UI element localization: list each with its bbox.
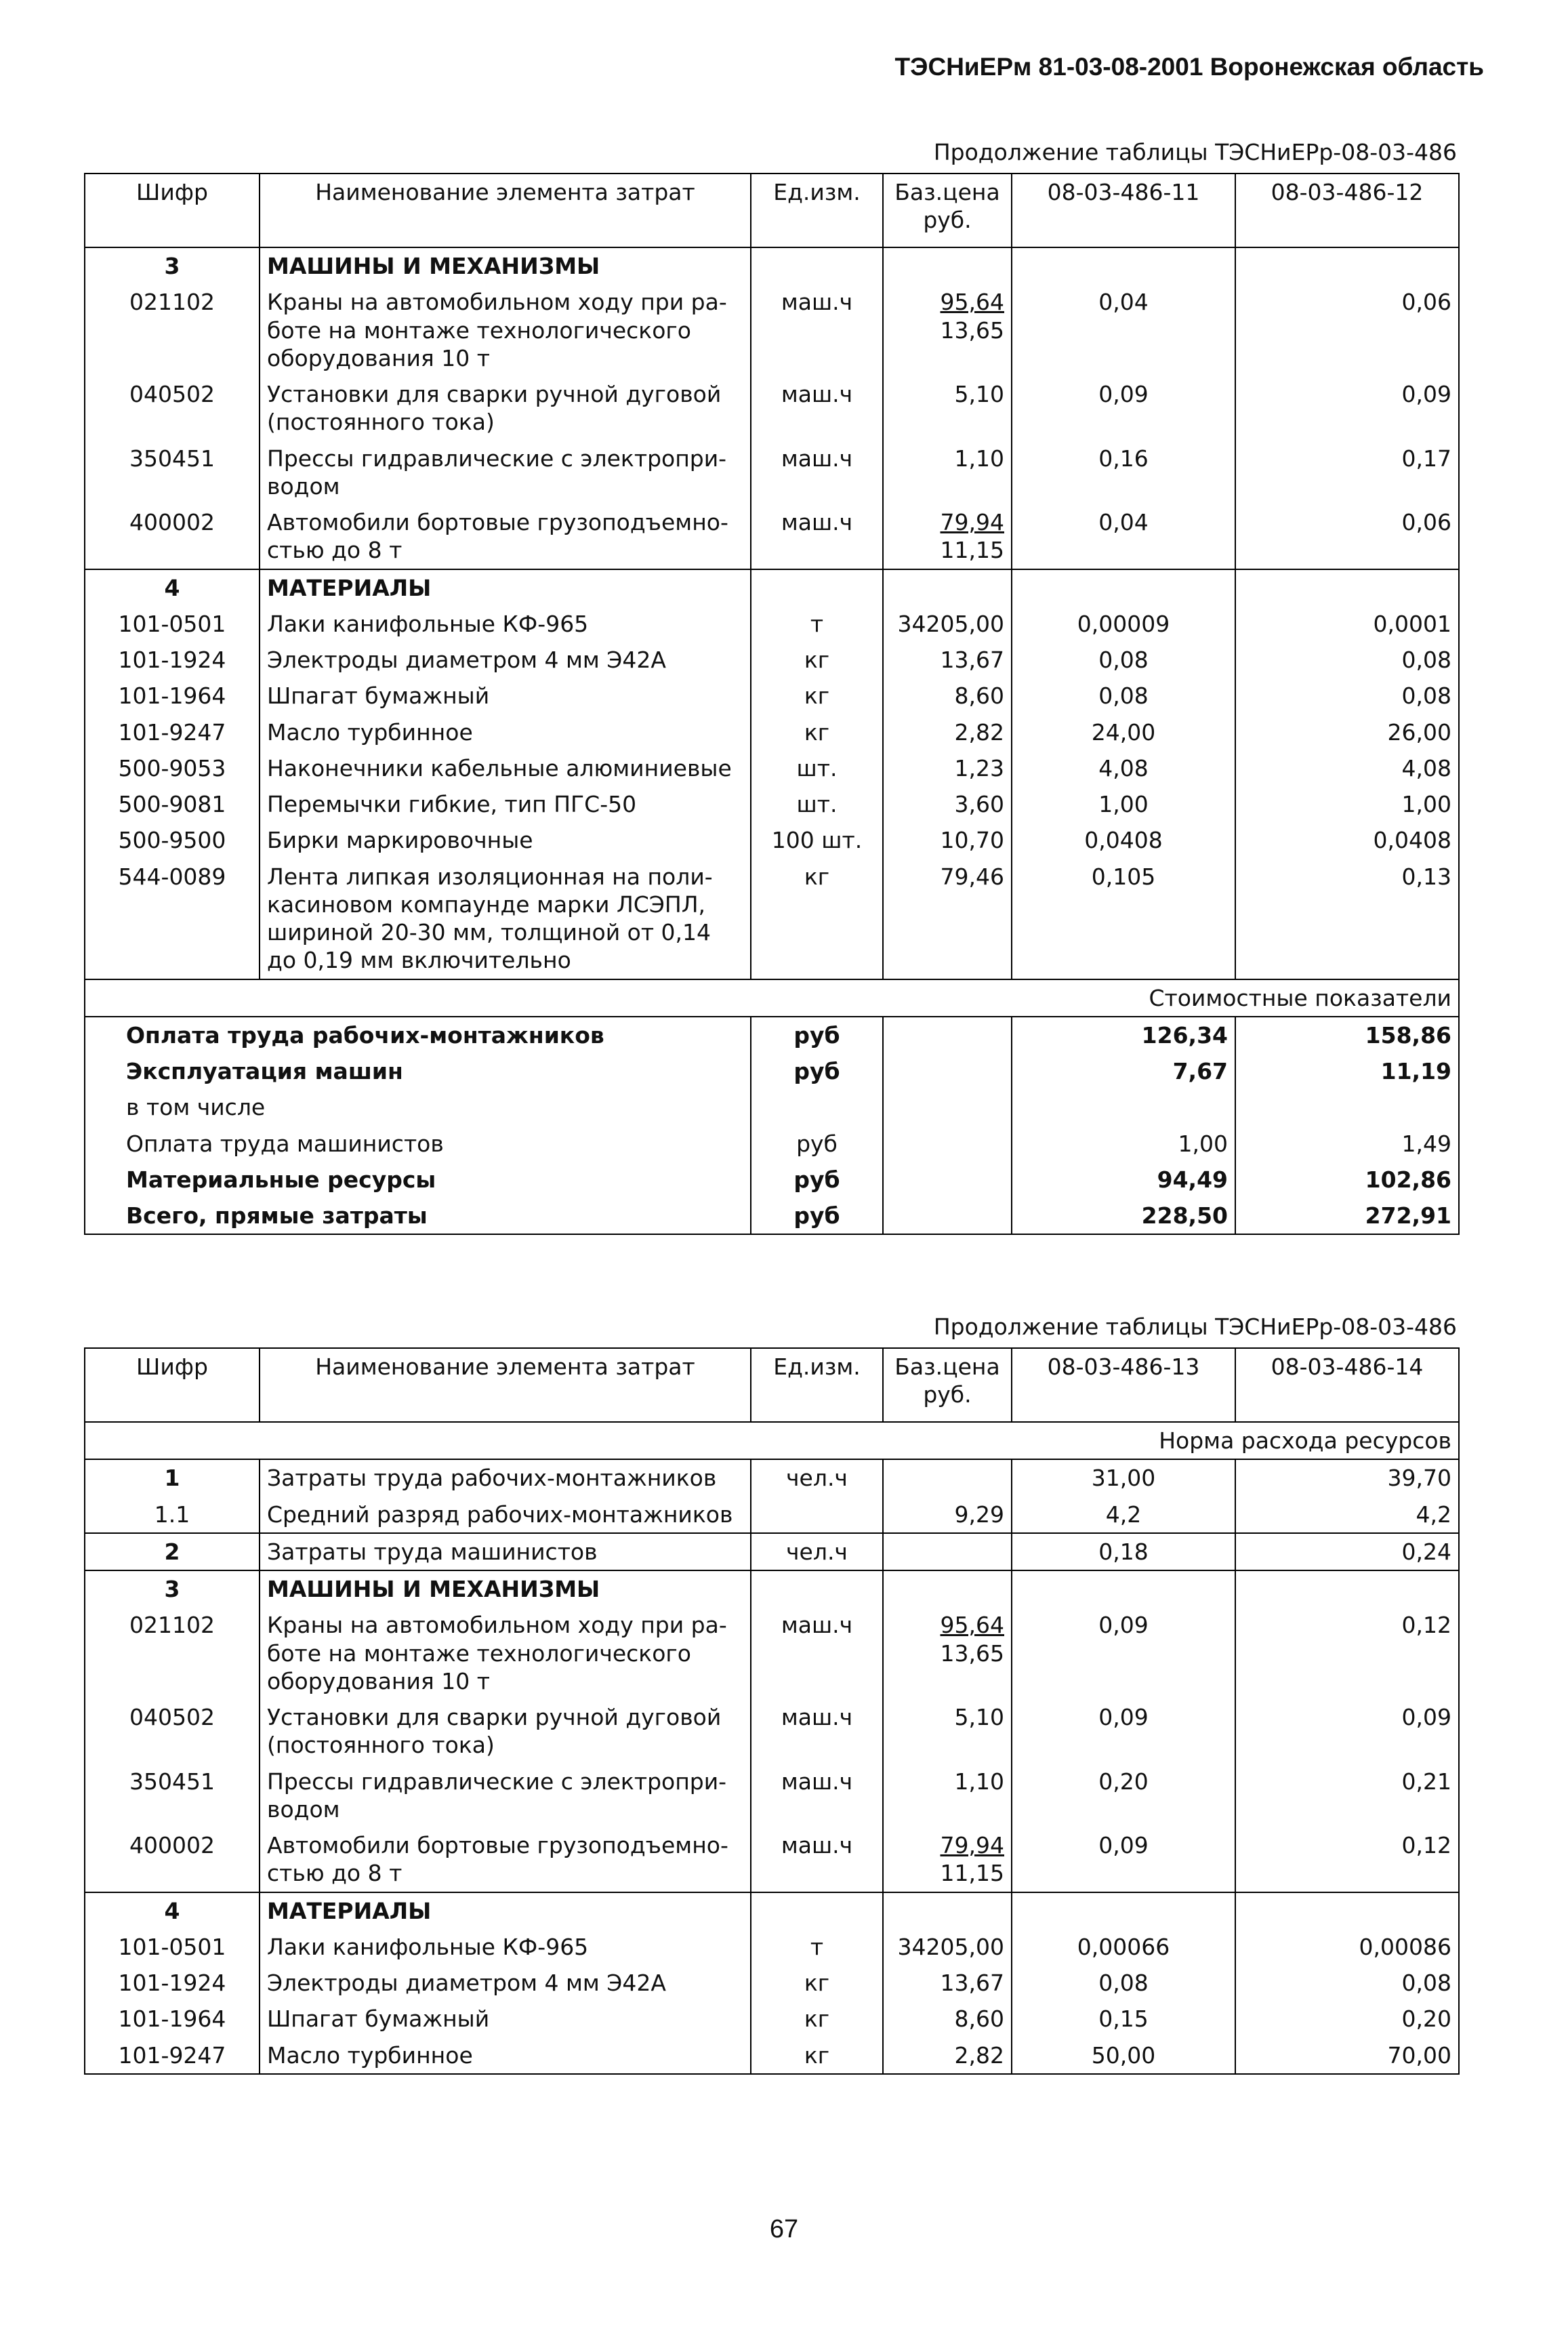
- cost-label: Материальные ресурсы: [85, 1162, 751, 1198]
- resource-code: 101-1964: [85, 2001, 260, 2037]
- cost-unit: [751, 1089, 883, 1125]
- norm-value: 0,00009: [1012, 606, 1235, 642]
- cost-row: [85, 1198, 1459, 1234]
- resource-code: 040502: [85, 376, 260, 441]
- resource-price: 34205,00: [883, 606, 1012, 642]
- table-row: [85, 1497, 1459, 1533]
- norm-value: 0,08: [1012, 1965, 1235, 2001]
- cost-value: 1,49: [1235, 1126, 1459, 1162]
- cost-value: 228,50: [1012, 1198, 1235, 1234]
- resource-name: Установки для сварки ручной дуговой (постоянного тока): [260, 376, 751, 441]
- resource-name: Электроды диаметром 4 мм Э42А: [260, 1965, 751, 2001]
- norm-value: 0,06: [1235, 504, 1459, 569]
- resource-unit: шт.: [751, 786, 883, 822]
- table-row: [85, 1965, 1459, 2001]
- resource-unit: т: [751, 1929, 883, 1965]
- section-title: МАШИНЫ И МЕХАНИЗМЫ: [260, 247, 751, 284]
- column-header-name: Наименование элемента затрат: [260, 1348, 751, 1422]
- resource-code: 021102: [85, 1607, 260, 1699]
- resource-price: 34205,00: [883, 1929, 1012, 1965]
- resource-price: 79,94 11,15: [883, 1827, 1012, 1892]
- resource-unit: маш.ч: [751, 1827, 883, 1892]
- table-row: [85, 606, 1459, 642]
- resource-name: Масло турбинное: [260, 2037, 751, 2074]
- column-header-code: Шифр: [85, 174, 260, 247]
- column-header-unit: Ед.изм.: [751, 174, 883, 247]
- resource-unit: маш.ч: [751, 1607, 883, 1699]
- table-row: [85, 1764, 1459, 1828]
- cost-unit: руб: [751, 1053, 883, 1089]
- resource-name: Бирки маркировочные: [260, 822, 751, 858]
- section-title: МАТЕРИАЛЫ: [260, 569, 751, 606]
- cost-unit: руб: [751, 1017, 883, 1053]
- norm-value: 0,06: [1235, 284, 1459, 376]
- norm-value: 24,00: [1012, 714, 1235, 750]
- cost-label: Всего, прямые затраты: [85, 1198, 751, 1234]
- table-row: [85, 1607, 1459, 1699]
- table-row: [85, 714, 1459, 750]
- section-title: МАТЕРИАЛЫ: [260, 1892, 751, 1929]
- column-header-norm-13: 08-03-486-13: [1012, 1348, 1235, 1422]
- resource-code: 500-9500: [85, 822, 260, 858]
- resource-unit: шт.: [751, 750, 883, 786]
- resource-name: Средний разряд рабочих-монтажников: [260, 1497, 751, 1533]
- resource-price: 13,67: [883, 642, 1012, 678]
- table-row: [85, 376, 1459, 441]
- resource-name: Прессы гидравлические с электропри-водом: [260, 441, 751, 505]
- cost-value: 102,86: [1235, 1162, 1459, 1198]
- table1-header-row: [85, 174, 1459, 247]
- section-row-materials: [85, 1892, 1459, 1929]
- resource-code: 101-1924: [85, 642, 260, 678]
- table2-continuation-label: Продолжение таблицы ТЭСНиЕРр-08-03-486: [933, 1314, 1457, 1340]
- table-row: [85, 2037, 1459, 2074]
- norm-value: 1,00: [1235, 786, 1459, 822]
- norm-value: 0,09: [1012, 376, 1235, 441]
- resource-unit: [751, 1497, 883, 1533]
- table-row: [85, 678, 1459, 714]
- resource-unit: маш.ч: [751, 376, 883, 441]
- norm-value: 0,21: [1235, 1764, 1459, 1828]
- resource-price: 95,64 13,65: [883, 1607, 1012, 1699]
- norm-value: 1,00: [1012, 786, 1235, 822]
- document-header: ТЭСНиЕРм 81-03-08-2001 Воронежская область: [894, 53, 1484, 81]
- resource-price: 10,70: [883, 822, 1012, 858]
- resource-price: [883, 1459, 1012, 1496]
- norm-value: 0,18: [1012, 1533, 1235, 1570]
- table-row: [85, 859, 1459, 979]
- norm-value: 0,09: [1012, 1607, 1235, 1699]
- column-header-price: Баз.цена руб.: [883, 1348, 1012, 1422]
- resource-price: 79,94 11,15: [883, 504, 1012, 569]
- resource-unit: кг: [751, 1965, 883, 2001]
- resource-name: Автомобили бортовые грузоподъемно-стью до 8 т: [260, 504, 751, 569]
- page-number: 67: [769, 2215, 799, 2243]
- resource-code: 101-1964: [85, 678, 260, 714]
- resource-code: 101-9247: [85, 714, 260, 750]
- resource-unit: кг: [751, 642, 883, 678]
- resource-price: 2,82: [883, 714, 1012, 750]
- resource-price: 9,29: [883, 1497, 1012, 1533]
- table-row: [85, 2001, 1459, 2037]
- resource-unit: маш.ч: [751, 504, 883, 569]
- resource-price: 79,46: [883, 859, 1012, 979]
- norm-value: 0,08: [1235, 642, 1459, 678]
- resource-unit: маш.ч: [751, 441, 883, 505]
- resource-name: Лаки канифольные КФ-965: [260, 1929, 751, 1965]
- section-row-machines: [85, 1570, 1459, 1607]
- resource-name: Затраты труда рабочих-монтажников: [260, 1459, 751, 1496]
- cost-value: 1,00: [1012, 1126, 1235, 1162]
- column-header-code: Шифр: [85, 1348, 260, 1422]
- norm-value: 0,00066: [1012, 1929, 1235, 1965]
- section-number: 3: [85, 247, 260, 284]
- resource-code: 400002: [85, 504, 260, 569]
- norm-value: 0,09: [1012, 1827, 1235, 1892]
- resource-price: 1,10: [883, 441, 1012, 505]
- resource-name: Шпагат бумажный: [260, 2001, 751, 2037]
- cost-value: 158,86: [1235, 1017, 1459, 1053]
- norm-value: 0,08: [1012, 642, 1235, 678]
- norm-value: 0,20: [1012, 1764, 1235, 1828]
- resource-unit: чел.ч: [751, 1459, 883, 1496]
- column-header-norm-14: 08-03-486-14: [1235, 1348, 1459, 1422]
- resource-unit: маш.ч: [751, 1764, 883, 1828]
- resource-code: 544-0089: [85, 859, 260, 979]
- table-row: [85, 1533, 1459, 1570]
- column-header-name: Наименование элемента затрат: [260, 174, 751, 247]
- cost-indicators-header-row: [85, 979, 1459, 1017]
- section-row-materials: [85, 569, 1459, 606]
- cost-value: 11,19: [1235, 1053, 1459, 1089]
- norm-value: 0,105: [1012, 859, 1235, 979]
- resource-price: 95,64 13,65: [883, 284, 1012, 376]
- column-header-unit: Ед.изм.: [751, 1348, 883, 1422]
- resource-price: 3,60: [883, 786, 1012, 822]
- norm-header: Норма расхода ресурсов: [85, 1422, 1459, 1459]
- cost-value: [1235, 1089, 1459, 1125]
- cost-unit: руб: [751, 1162, 883, 1198]
- table-row: [85, 1699, 1459, 1764]
- column-header-norm-11: 08-03-486-11: [1012, 174, 1235, 247]
- resource-price: 5,10: [883, 376, 1012, 441]
- table-row: [85, 1929, 1459, 1965]
- resource-name: Установки для сварки ручной дуговой (постоянного тока): [260, 1699, 751, 1764]
- norm-value: 4,2: [1012, 1497, 1235, 1533]
- table-row: [85, 786, 1459, 822]
- resource-code: 101-9247: [85, 2037, 260, 2074]
- cost-value: 7,67: [1012, 1053, 1235, 1089]
- cost-value: 126,34: [1012, 1017, 1235, 1053]
- resource-code: 021102: [85, 284, 260, 376]
- resource-code: 101-0501: [85, 606, 260, 642]
- resource-name: Краны на автомобильном ходу при ра-боте на монтаже технологического оборудования 10 т: [260, 1607, 751, 1699]
- resource-unit: т: [751, 606, 883, 642]
- section-title: МАШИНЫ И МЕХАНИЗМЫ: [260, 1570, 751, 1607]
- table2: [84, 1347, 1460, 2075]
- norm-value: 50,00: [1012, 2037, 1235, 2074]
- cost-unit: руб: [751, 1198, 883, 1234]
- norm-value: 26,00: [1235, 714, 1459, 750]
- resource-price: [883, 1533, 1012, 1570]
- cost-value: [1012, 1089, 1235, 1125]
- cost-row: [85, 1126, 1459, 1162]
- table-row: [85, 822, 1459, 858]
- table1: [84, 173, 1460, 1235]
- resource-name: Наконечники кабельные алюминиевые: [260, 750, 751, 786]
- norm-value: 4,08: [1235, 750, 1459, 786]
- resource-name: Лента липкая изоляционная на поли-касиновом компаунде марки ЛСЭПЛ, шириной 20-30 мм, толщиной от 0,14 до 0,19 мм включительно: [260, 859, 751, 979]
- norm-value: 0,12: [1235, 1607, 1459, 1699]
- norm-value: 4,08: [1012, 750, 1235, 786]
- resource-price: 5,10: [883, 1699, 1012, 1764]
- resource-name: Автомобили бортовые грузоподъемно-стью до 8 т: [260, 1827, 751, 1892]
- norm-value: 4,2: [1235, 1497, 1459, 1533]
- resource-code: 500-9081: [85, 786, 260, 822]
- resource-unit: маш.ч: [751, 1699, 883, 1764]
- resource-price: 1,23: [883, 750, 1012, 786]
- norm-value: 0,00086: [1235, 1929, 1459, 1965]
- norm-value: 39,70: [1235, 1459, 1459, 1496]
- cost-row: [85, 1162, 1459, 1198]
- resource-name: Лаки канифольные КФ-965: [260, 606, 751, 642]
- norm-value: 0,17: [1235, 441, 1459, 505]
- norm-value: 0,13: [1235, 859, 1459, 979]
- column-header-norm-12: 08-03-486-12: [1235, 174, 1459, 247]
- table-row: [85, 750, 1459, 786]
- cost-value: 272,91: [1235, 1198, 1459, 1234]
- norm-value: 0,08: [1235, 1965, 1459, 2001]
- resource-code: 350451: [85, 441, 260, 505]
- section-number: 4: [85, 1892, 260, 1929]
- norm-header-row: [85, 1422, 1459, 1459]
- cost-row: [85, 1089, 1459, 1125]
- resource-price: 8,60: [883, 2001, 1012, 2037]
- resource-name: Шпагат бумажный: [260, 678, 751, 714]
- norm-value: 0,0408: [1012, 822, 1235, 858]
- table-row: [85, 1827, 1459, 1892]
- resource-unit: чел.ч: [751, 1533, 883, 1570]
- resource-unit: маш.ч: [751, 284, 883, 376]
- table2-header-row: [85, 1348, 1459, 1422]
- section-row-machines: [85, 247, 1459, 284]
- norm-value: 70,00: [1235, 2037, 1459, 2074]
- column-header-price: Баз.цена руб.: [883, 174, 1012, 247]
- resource-code: 1: [85, 1459, 260, 1496]
- norm-value: 0,0408: [1235, 822, 1459, 858]
- cost-label: Эксплуатация машин: [85, 1053, 751, 1089]
- norm-value: 0,12: [1235, 1827, 1459, 1892]
- resource-name: Затраты труда машинистов: [260, 1533, 751, 1570]
- resource-name: Электроды диаметром 4 мм Э42А: [260, 642, 751, 678]
- norm-value: 0,09: [1012, 1699, 1235, 1764]
- cost-indicators-header: Стоимостные показатели: [85, 979, 1459, 1017]
- cost-label: в том числе: [85, 1089, 751, 1125]
- resource-code: 1.1: [85, 1497, 260, 1533]
- norm-value: 0,24: [1235, 1533, 1459, 1570]
- resource-code: 350451: [85, 1764, 260, 1828]
- resource-code: 2: [85, 1533, 260, 1570]
- resource-name: Краны на автомобильном ходу при ра-боте на монтаже технологического оборудования 10 т: [260, 284, 751, 376]
- resource-code: 400002: [85, 1827, 260, 1892]
- resource-unit: кг: [751, 2037, 883, 2074]
- norm-value: 0,16: [1012, 441, 1235, 505]
- resource-price: 13,67: [883, 1965, 1012, 2001]
- table-row: [85, 284, 1459, 376]
- norm-value: 0,09: [1235, 376, 1459, 441]
- resource-code: 500-9053: [85, 750, 260, 786]
- cost-value: 94,49: [1012, 1162, 1235, 1198]
- norm-value: 0,15: [1012, 2001, 1235, 2037]
- resource-price: 2,82: [883, 2037, 1012, 2074]
- cost-row: [85, 1053, 1459, 1089]
- resource-name: Масло турбинное: [260, 714, 751, 750]
- resource-unit: 100 шт.: [751, 822, 883, 858]
- norm-value: 0,20: [1235, 2001, 1459, 2037]
- resource-unit: кг: [751, 714, 883, 750]
- cost-row: [85, 1017, 1459, 1053]
- cost-unit: руб: [751, 1126, 883, 1162]
- table-row: [85, 1459, 1459, 1496]
- norm-value: 0,04: [1012, 504, 1235, 569]
- norm-value: 0,09: [1235, 1699, 1459, 1764]
- table1-continuation-label: Продолжение таблицы ТЭСНиЕРр-08-03-486: [933, 139, 1457, 165]
- resource-code: 101-1924: [85, 1965, 260, 2001]
- section-number: 3: [85, 1570, 260, 1607]
- resource-price: 1,10: [883, 1764, 1012, 1828]
- norm-value: 0,04: [1012, 284, 1235, 376]
- norm-value: 0,08: [1012, 678, 1235, 714]
- resource-name: Прессы гидравлические с электропри-водом: [260, 1764, 751, 1828]
- resource-unit: кг: [751, 2001, 883, 2037]
- table-row: [85, 441, 1459, 505]
- norm-value: 31,00: [1012, 1459, 1235, 1496]
- table-row: [85, 504, 1459, 569]
- section-number: 4: [85, 569, 260, 606]
- resource-unit: кг: [751, 678, 883, 714]
- resource-code: 040502: [85, 1699, 260, 1764]
- cost-label: Оплата труда машинистов: [85, 1126, 751, 1162]
- table-row: [85, 642, 1459, 678]
- resource-price: 8,60: [883, 678, 1012, 714]
- resource-unit: кг: [751, 859, 883, 979]
- norm-value: 0,08: [1235, 678, 1459, 714]
- resource-name: Перемычки гибкие, тип ПГС-50: [260, 786, 751, 822]
- cost-label: Оплата труда рабочих-монтажников: [85, 1017, 751, 1053]
- resource-code: 101-0501: [85, 1929, 260, 1965]
- norm-value: 0,0001: [1235, 606, 1459, 642]
